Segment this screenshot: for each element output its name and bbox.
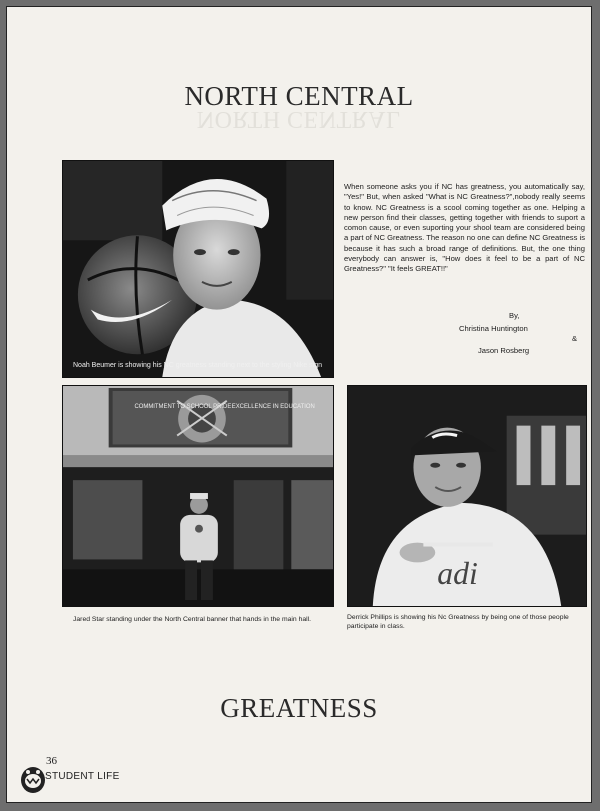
page-title-bottom: GREATNESS (220, 693, 378, 723)
photo-3-caption: Derrick Phillips is showing his Nc Greatness by being one of those people participate in class. (347, 614, 569, 630)
author-1: Christina Huntington (459, 324, 528, 333)
page-number: 36 (46, 755, 57, 767)
section-label: STUDENT LIFE (45, 771, 120, 782)
photo-jared-star (62, 385, 334, 607)
photo-1-caption: Noah Beumer is showing his NC greatness standing next to the styling Nike sign (73, 362, 323, 369)
heading-show-through: NORTH CENTRAL (196, 106, 402, 132)
author-2: Jason Rosberg (478, 346, 530, 355)
photo-noah-beumer (62, 160, 334, 378)
mascot-icon (19, 763, 47, 795)
page-title: NORTH CENTRAL (184, 81, 414, 111)
yearbook-page (6, 6, 592, 803)
photo-2-caption: Jared Star standing under the North Central banner that hands in the main hall. (73, 616, 312, 623)
byline: By, (509, 311, 520, 320)
banner-left-text: COMMITMENT TO SCHOOL PRIDE (134, 403, 232, 410)
article-body: When someone asks you if NC has greatness, you automatically say, "Yes!" But, when asked "What is NC Greatness?",nobody really seems to know. NC Greatness is a scool coming together as one. Helping a new person find their classes, getting together with friends to suport a comon cause, or even suporting your shool team are considered being a part of NC Greatness. The reason no one can define NC Greatness is because it has such a broad range of definitions. But, the one thing everybody can answer is, "How does it feel to be a part of NC Greatness?" "It feels GREAT!!" (344, 182, 585, 274)
svg-text:adi: adi (437, 556, 478, 592)
author-ampersand: & (572, 334, 578, 343)
photo-derrick-phillips (347, 385, 587, 607)
page-folio (19, 755, 149, 800)
banner-right-text: EXCELLENCE IN EDUCATION (231, 403, 315, 410)
